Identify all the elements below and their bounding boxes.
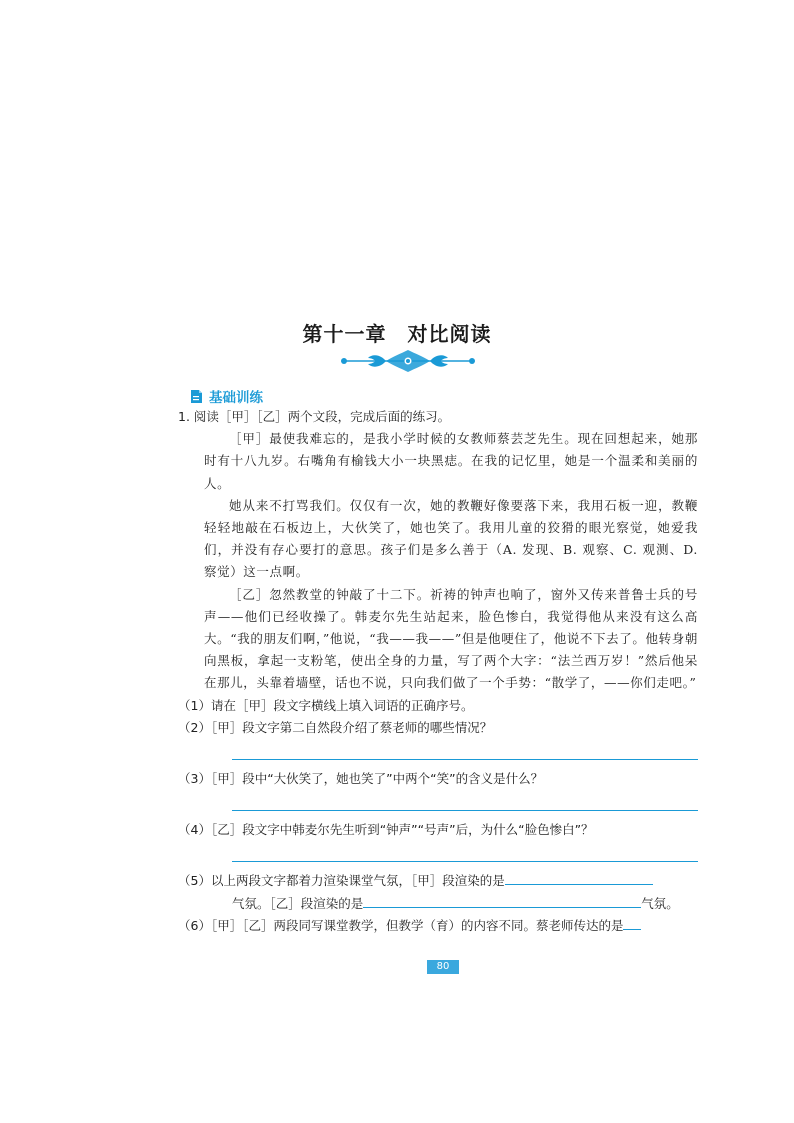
sub-question-1: （1）请在［甲］段文字横线上填入词语的正确序号。	[178, 697, 474, 713]
sub-question-5	[178, 870, 698, 892]
sub-question-5-text-c: 气氛。	[641, 895, 679, 911]
sub-question-4: （4）［乙］段文字中韩麦尔先生听到“钟声”“号声”后，为什么“脸色惨白”？	[178, 822, 594, 838]
answer-line-3[interactable]	[232, 796, 698, 811]
sub-question-6	[178, 915, 698, 937]
document-icon	[190, 389, 203, 404]
sub-question-5-text-b: 气氛。［乙］段渲染的是	[232, 895, 364, 911]
answer-blank-5a[interactable]	[505, 870, 653, 885]
sub-question-6-text: （6）［甲］［乙］两段同写课堂教学，但教学（育）的内容不同。蔡老师传达的是	[178, 917, 624, 933]
chapter-title: 第十一章 对比阅读	[302, 322, 492, 346]
question-intro: 1. 阅读［甲］［乙］两个文段，完成后面的练习。	[178, 409, 451, 424]
answer-blank-5b[interactable]	[363, 893, 641, 908]
passage-jia-paragraph-2: 她从来不打骂我们。仅仅有一次，她的教鞭好像要落下来，我用石板一迎，教鞭轻轻地敲在石板边上，大伙笑了，她也笑了。我用儿童的狡猾的眼光察觉，她爱我们，并没有存心要打的意思。孩子们是多么善于（A. 发现、B. 观察、C. 观测、D. 察觉）这一点啊。	[204, 497, 698, 580]
sub-question-3: （3）［甲］段中“大伙笑了，她也笑了”中两个“笑”的含义是什么？	[178, 771, 544, 787]
page-number: 80	[427, 960, 459, 974]
answer-line-2[interactable]	[232, 745, 698, 760]
section-label: 基础训练	[209, 390, 263, 406]
answer-line-4[interactable]	[232, 847, 698, 862]
question-1	[178, 406, 698, 937]
sub-question-2: （2）［甲］段文字第二自然段介绍了蔡老师的哪些情况？	[178, 719, 493, 735]
sub-question-5-text-a: （5）以上两段文字都着力渲染课堂气氛，［甲］段渲染的是	[178, 873, 505, 889]
passage-jia-paragraph-1: ［甲］最使我难忘的，是我小学时候的女教师蔡芸芝先生。现在回想起来，她那时有十八九岁。右嘴角有榆钱大小一块黑痣。在我的记忆里，她是一个温柔和美丽的人。	[204, 431, 698, 491]
sub-question-5-continued	[178, 893, 698, 915]
section-heading	[190, 386, 263, 406]
ornament-divider-icon	[340, 346, 476, 376]
passage-yi: ［乙］忽然教堂的钟敲了十二下。祈祷的钟声也响了，窗外又传来普鲁士兵的号声——他们已经收操了。韩麦尔先生站起来，脸色惨白，我觉得他从来没有这么高大。“我的朋友们啊，”他说，“我——我——”但是他哽住了，他说不下去了。他转身朝向黑板，拿起一支粉笔，使出全身的力量，写了两个大字：“法兰西万岁！”然后他呆在那儿，头靠着墙壁，话也不说，只向我们做了一个手势：“散学了，——你们走吧。”	[204, 586, 698, 691]
answer-blank-6[interactable]	[623, 915, 641, 930]
